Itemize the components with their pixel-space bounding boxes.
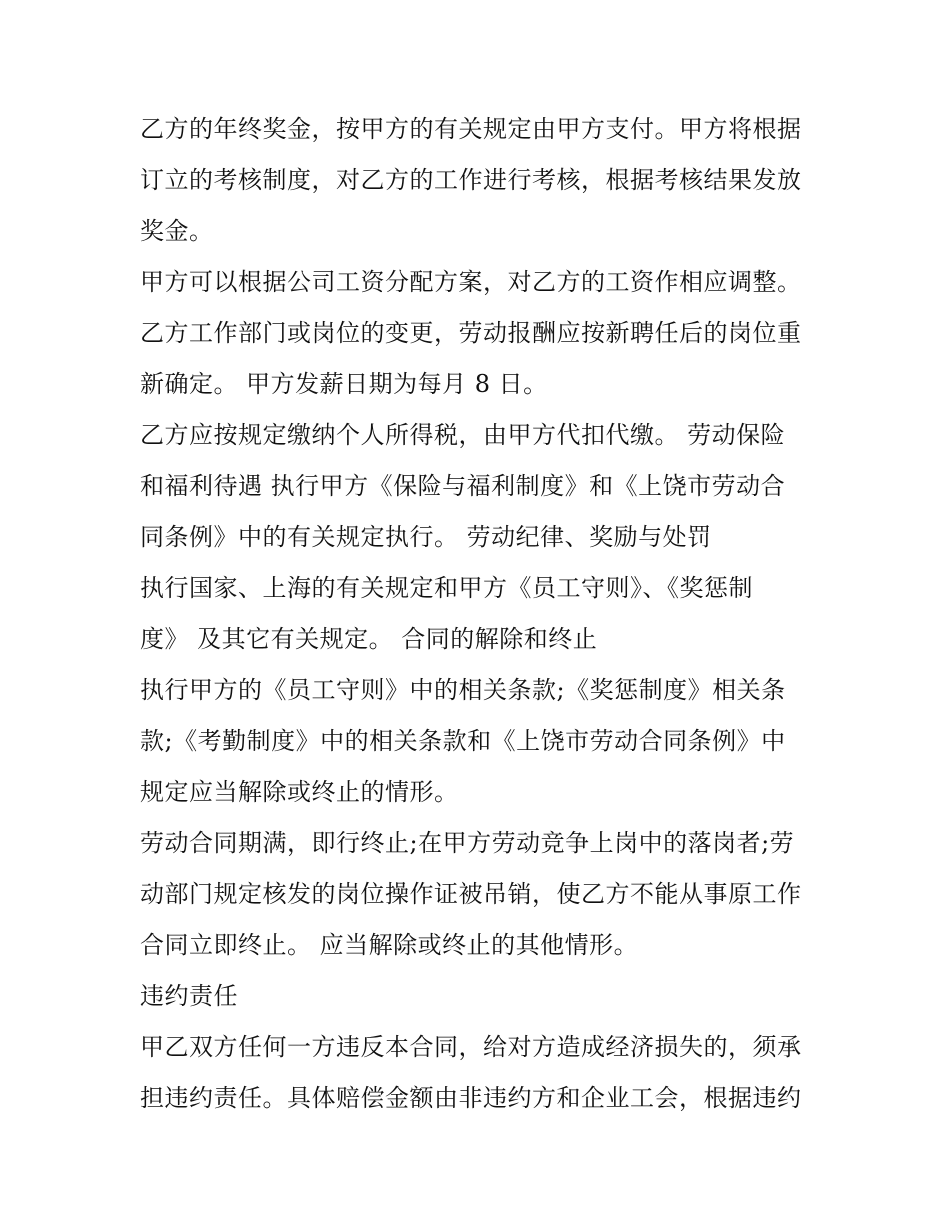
text-line: 劳动合同期满，即行终止;在甲方劳动竞争上岗中的落岗者;劳 <box>140 829 795 857</box>
text-line: 订立的考核制度，对乙方的工作进行考核，根据考核结果发放 <box>140 166 802 194</box>
text-line: 乙方工作部门或岗位的变更，劳动报酬应按新聘任后的岗位重 <box>140 319 802 347</box>
text-line: 执行甲方的《员工守则》中的相关条款;《奖惩制度》相关条 <box>140 676 786 704</box>
text-line: 乙方应按规定缴纳个人所得税，由甲方代扣代缴。 劳动保险 <box>140 421 786 449</box>
text-line: 执行国家、上海的有关规定和甲方《员工守则》、《奖惩制 <box>140 574 753 602</box>
text-line: 款;《考勤制度》中的相关条款和《上饶市劳动合同条例》中 <box>140 727 786 755</box>
text-line: 奖金。 <box>140 217 214 245</box>
document-body <box>140 104 830 1124</box>
text-line: 规定应当解除或终止的情形。 <box>140 778 459 806</box>
text-line: 同条例》中的有关规定执行。 劳动纪律、奖励与处罚 <box>140 523 712 551</box>
text-line: 甲方可以根据公司工资分配方案，对乙方的工资作相应调整。 <box>140 268 802 296</box>
text-line: 和福利待遇 执行甲方《保险与福利制度》和《上饶市劳动合 <box>140 472 786 500</box>
text-line: 度》 及其它有关规定。 合同的解除和终止 <box>140 625 598 653</box>
text-line: 新确定。 甲方发薪日期为每月 8 日。 <box>140 370 548 398</box>
text-line: 乙方的年终奖金，按甲方的有关规定由甲方支付。甲方将根据 <box>140 115 802 143</box>
text-line: 担违约责任。具体赔偿金额由非违约方和企业工会，根据违约 <box>140 1084 802 1112</box>
text-line: 动部门规定核发的岗位操作证被吊销，使乙方不能从事原工作 <box>140 880 802 908</box>
text-line: 违约责任 <box>140 982 238 1010</box>
text-line: 甲乙双方任何一方违反本合同，给对方造成经济损失的，须承 <box>140 1033 802 1061</box>
text-line: 合同立即终止。 应当解除或终止的其他情形。 <box>140 931 639 959</box>
